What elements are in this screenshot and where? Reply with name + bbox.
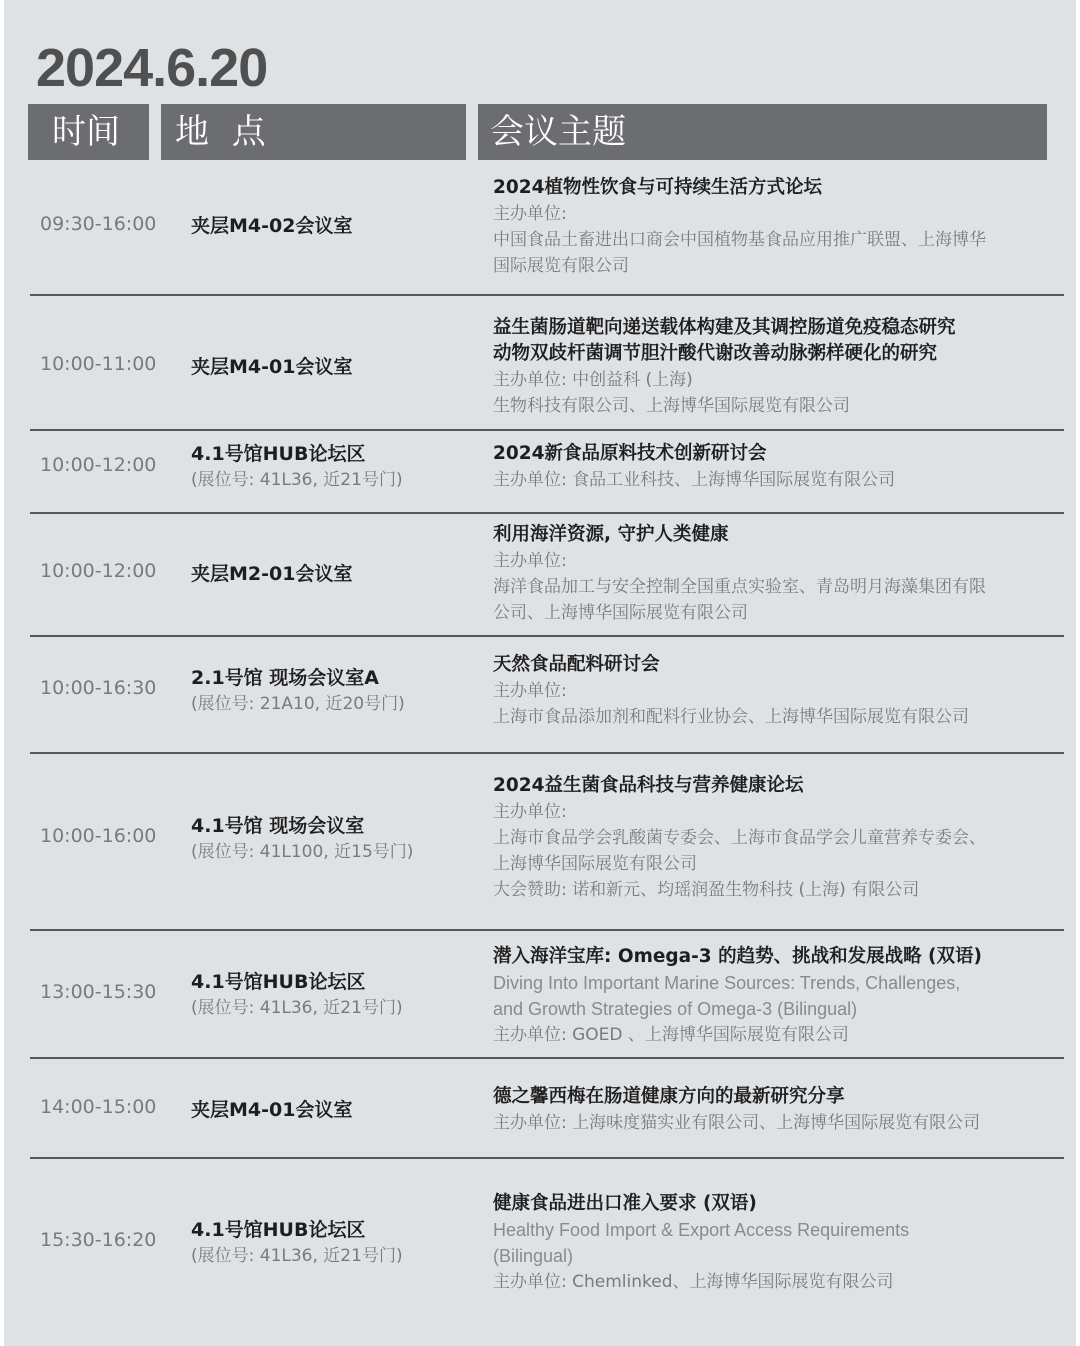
- session-place-name: 2.1号馆 现场会议室A: [191, 667, 379, 689]
- session-topic: [493, 1084, 1053, 1136]
- session-place-name: 4.1号馆HUB论坛区: [191, 1219, 366, 1241]
- session-topic: [493, 175, 1053, 279]
- session-detail: 主办单位:: [493, 802, 567, 822]
- session-title-english: Diving Into Important Marine Sources: Trends, Challenges,: [493, 973, 961, 993]
- session-topic: [493, 522, 1053, 626]
- session-place: [191, 213, 352, 239]
- session-place-name: 4.1号馆 现场会议室: [191, 815, 365, 837]
- session-title: 天然食品配料研讨会: [493, 654, 660, 675]
- session-place: [191, 969, 403, 1021]
- session-topic: [493, 944, 1053, 1048]
- session-place: [191, 1097, 352, 1123]
- session-time: 13:00-15:30: [40, 981, 157, 1003]
- session-title: 2024植物性饮食与可持续生活方式论坛: [493, 177, 822, 198]
- row-divider: [30, 294, 1064, 296]
- session-title-english: and Growth Strategies of Omega-3 (Bilingual): [493, 999, 858, 1019]
- session-place: [191, 354, 352, 380]
- session-place-name: 夹层M4-01会议室: [191, 356, 353, 378]
- session-detail: 中国食品土畜进出口商会中国植物基食品应用推广联盟、上海博华: [493, 230, 986, 250]
- session-place-name: 4.1号馆HUB论坛区: [191, 443, 366, 465]
- session-topic: [493, 315, 1053, 419]
- session-place: [191, 813, 413, 865]
- session-time: 14:00-15:00: [40, 1096, 157, 1118]
- session-place: [191, 665, 405, 717]
- session-place: [191, 1217, 403, 1269]
- session-title: 动物双歧杆菌调节胆汁酸代谢改善动脉粥样硬化的研究: [493, 343, 938, 364]
- session-booth: (展位号: 41L36, 近21号门): [191, 470, 403, 490]
- row-divider: [30, 929, 1064, 931]
- session-place-name: 夹层M2-01会议室: [191, 563, 353, 585]
- session-title: 2024益生菌食品科技与营养健康论坛: [493, 775, 804, 796]
- session-detail: 海洋食品加工与安全控制全国重点实验室、青岛明月海藻集团有限: [493, 577, 986, 597]
- session-title-english: Healthy Food Import & Export Access Requirements: [493, 1220, 910, 1240]
- session-topic: [493, 1191, 1053, 1295]
- session-booth: (展位号: 41L100, 近15号门): [191, 842, 414, 862]
- session-detail: 大会赞助: 诺和新元、均瑶润盈生物科技 (上海) 有限公司: [493, 880, 920, 900]
- session-detail: 主办单位: 中创益科 (上海): [493, 370, 693, 390]
- session-place-name: 4.1号馆HUB论坛区: [191, 971, 366, 993]
- session-topic: [493, 652, 1053, 730]
- session-time: 10:00-16:30: [40, 677, 157, 699]
- session-title-english: (Bilingual): [493, 1246, 574, 1266]
- header-place: 地 点: [161, 104, 466, 160]
- session-title: 健康食品进出口准入要求 (双语): [493, 1193, 757, 1214]
- session-topic: [493, 441, 1053, 493]
- session-time: 09:30-16:00: [40, 213, 157, 235]
- session-time: 10:00-12:00: [40, 560, 157, 582]
- row-divider: [30, 512, 1064, 514]
- session-booth: (展位号: 21A10, 近20号门): [191, 694, 405, 714]
- session-time: 15:30-16:20: [40, 1229, 157, 1251]
- session-time: 10:00-16:00: [40, 825, 157, 847]
- row-divider: [30, 752, 1064, 754]
- session-title: 利用海洋资源, 守护人类健康: [493, 524, 729, 545]
- session-booth: (展位号: 41L36, 近21号门): [191, 998, 403, 1018]
- session-detail: 主办单位:: [493, 551, 567, 571]
- session-detail: 上海市食品学会乳酸菌专委会、上海市食品学会儿童营养专委会、: [493, 828, 986, 848]
- session-booth: (展位号: 41L36, 近21号门): [191, 1246, 403, 1266]
- session-detail: 主办单位:: [493, 204, 567, 224]
- row-divider: [30, 1157, 1064, 1159]
- session-detail: 上海市食品添加剂和配料行业协会、上海博华国际展览有限公司: [493, 707, 969, 727]
- session-detail: 主办单位:: [493, 681, 567, 701]
- session-title: 益生菌肠道靶向递送载体构建及其调控肠道免疫稳态研究: [493, 317, 956, 338]
- session-title: 2024新食品原料技术创新研讨会: [493, 443, 767, 464]
- header-topic: 会议主题: [478, 104, 1047, 160]
- row-divider: [30, 1057, 1064, 1059]
- session-place: [191, 441, 403, 493]
- session-detail: 公司、上海博华国际展览有限公司: [493, 603, 748, 623]
- schedule-date: 2024.6.20: [36, 38, 268, 98]
- row-divider: [30, 635, 1064, 637]
- header-time: 时间: [28, 104, 149, 160]
- session-title: 潜入海洋宝库: Omega-3 的趋势、挑战和发展战略 (双语): [493, 946, 982, 967]
- session-detail: 主办单位: 食品工业科技、上海博华国际展览有限公司: [493, 470, 896, 490]
- session-detail: 上海博华国际展览有限公司: [493, 854, 697, 874]
- session-detail: 主办单位: GOED 、上海博华国际展览有限公司: [493, 1025, 849, 1045]
- session-time: 10:00-12:00: [40, 454, 157, 476]
- session-title: 德之馨西梅在肠道健康方向的最新研究分享: [493, 1086, 845, 1107]
- row-divider: [30, 429, 1064, 431]
- session-topic: [493, 773, 1053, 903]
- session-place-name: 夹层M4-02会议室: [191, 215, 353, 237]
- session-time: 10:00-11:00: [40, 353, 157, 375]
- session-detail: 主办单位: Chemlinked、上海博华国际展览有限公司: [493, 1272, 894, 1292]
- session-detail: 国际展览有限公司: [493, 256, 629, 276]
- session-place-name: 夹层M4-01会议室: [191, 1099, 353, 1121]
- session-detail: 生物科技有限公司、上海博华国际展览有限公司: [493, 396, 850, 416]
- session-detail: 主办单位: 上海味度猫实业有限公司、上海博华国际展览有限公司: [493, 1113, 981, 1133]
- session-place: [191, 561, 352, 587]
